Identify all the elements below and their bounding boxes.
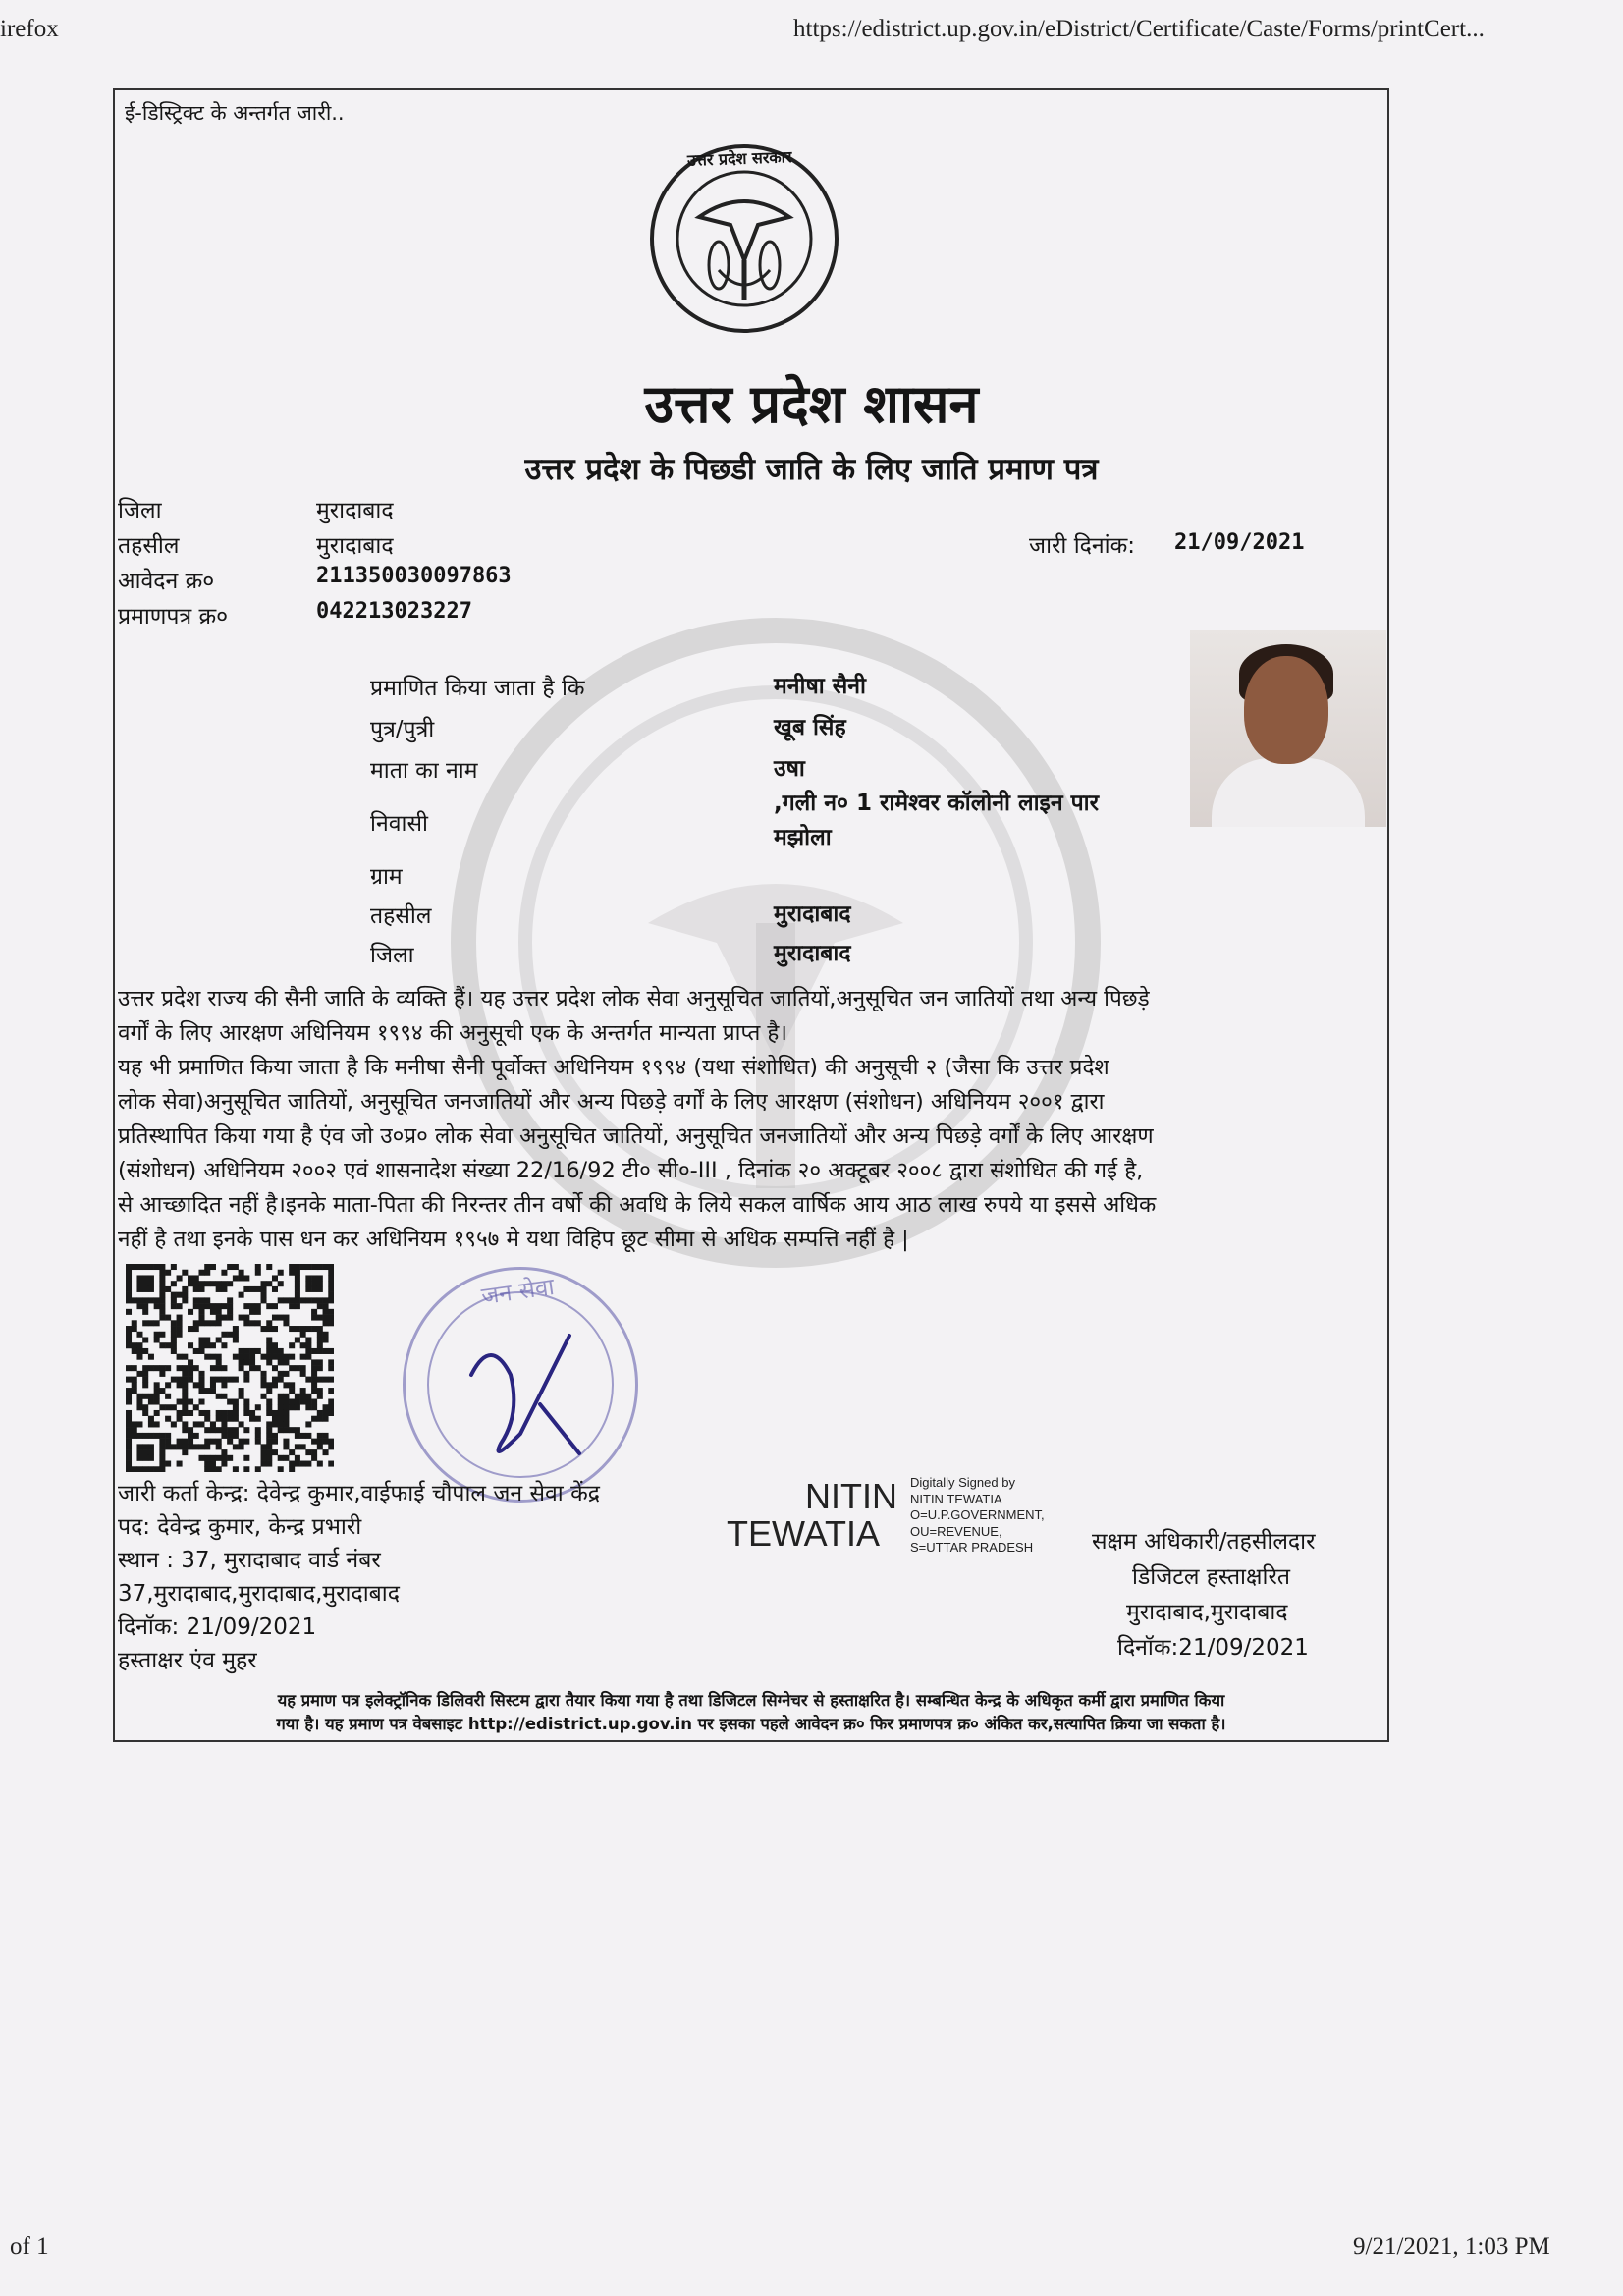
footer-note-line2: गया है। यह प्रमाण पत्र वेबसाइट http://edistrict.up.gov.in पर इसका पहले आवेदन क्र० फिर प्रमाणपत्र क्र० अंकित कर,सत्यापित क्रिया जा सकता है।: [276, 1715, 1226, 1733]
seal-text: जन सेवा: [479, 1272, 557, 1311]
issuer-center: जारी कर्ता केन्द्र: देवेन्द्र कुमार,वाईफाई चौपाल जन सेवा केंद्र: [118, 1481, 600, 1506]
digital-signature-name: [727, 1478, 897, 1553]
certify-paragraph-line5: से आच्छादित नहीं है।इनके माता-पिता की निरन्तर तीन वर्षो की अवधि के लिये सकल वार्षिक आय आठ लाख रुपये या इससे अधिक: [118, 1192, 1157, 1218]
detail-parent-label: पुत्र/पुत्री: [370, 717, 435, 742]
detail-village-label: ग्राम: [370, 864, 403, 890]
father-name: खूब सिंह: [774, 715, 846, 740]
page-url: https://edistrict.up.gov.in/eDistrict/Certificate/Caste/Forms/printCert...: [793, 16, 1485, 42]
meta-certificate-label: प्रमाणपत्र क्र०: [118, 604, 229, 629]
digital-signature-first-name: NITIN: [805, 1476, 897, 1516]
dsig-line: OU=REVENUE,: [910, 1523, 1002, 1539]
digital-signature-details: [910, 1475, 1045, 1557]
detail-district-value: मुरादाबाद: [774, 941, 851, 966]
issuer-place-line1: स्थान : 37, मुरादाबाद वार्ड नंबर: [118, 1548, 381, 1573]
applicant-name: मनीषा सैनी: [774, 674, 867, 699]
detail-mother-label: माता का नाम: [370, 758, 478, 784]
detail-tehsil-label: तहसील: [370, 903, 432, 929]
officer-title: सक्षम अधिकारी/तहसीलदार: [1092, 1529, 1316, 1555]
certify-paragraph-line1: यह भी प्रमाणित किया जाता है कि मनीषा सैनी पूर्वोक्त अधिनियम १९९४ (यथा संशोधित) की अनुसूची २ (जैसा कि उत्तर प्रदेश: [118, 1055, 1109, 1080]
issuer-post: पद: देवेन्द्र कुमार, केन्द्र प्रभारी: [118, 1514, 362, 1540]
application-number: 211350030097863: [316, 564, 512, 588]
dsig-line: Digitally Signed by: [910, 1475, 1015, 1490]
detail-district-label: जिला: [370, 943, 414, 968]
officer-digitally-signed: डिजिटल हस्ताक्षरित: [1132, 1564, 1290, 1590]
meta-application-label: आवेदन क्र०: [118, 569, 215, 594]
applicant-photo: [1190, 630, 1386, 827]
footer-note-line1: यह प्रमाण पत्र इलेक्ट्रॉनिक डिलिवरी सिस्टम द्वारा तैयार किया गया है तथा डिजिटल सिग्नेचर से हस्ताक्षरित है। सम्बन्धित केन्द्र के अधिकृत कर्मी द्वारा प्रमाणित किया: [277, 1691, 1225, 1710]
meta-district-label: जिला: [118, 498, 162, 523]
handwritten-signature-icon: [432, 1316, 628, 1483]
detail-certify-label: प्रमाणित किया जाता है कि: [370, 676, 585, 701]
dsig-line: NITIN TEWATIA: [910, 1491, 1002, 1506]
issuer-date: दिनॉक: 21/09/2021: [118, 1614, 317, 1640]
print-datetime: 9/21/2021, 1:03 PM: [1353, 2233, 1550, 2260]
certify-paragraph-line4: (संशोधन) अधिनियम २००२ एवं शासनादेश संख्या 22/16/92 टी० सी०-III , दिनांक २० अक्टूबर २००८ द्वारा संशोधित की गई है,: [118, 1158, 1144, 1183]
certificate-title: उत्तर प्रदेश के पिछडी जाति के लिए जाति प्रमाण पत्र: [524, 452, 1099, 487]
certify-paragraph-line6: नहीं है तथा इनके पास धन कर अधिनियम १९५७ मे यथा विहिप छूट सीमा से अधिक सम्पत्ति नहीं है |: [118, 1227, 909, 1252]
dsig-line: O=U.P.GOVERNMENT,: [910, 1507, 1045, 1522]
caste-paragraph-line1: उत्तर प्रदेश राज्य की सैनी जाति के व्यक्ति हैं। यह उत्तर प्रदेश लोक सेवा अनुसूचित जातियों,अनुसूचित जन जातियों तथा अन्य पिछड़े: [118, 986, 1150, 1011]
mother-name: उषा: [774, 756, 805, 782]
issued-under-text: ई-डिस्ट्रिक्ट के अन्तर्गत जारी..: [125, 101, 345, 125]
detail-resident-label: निवासी: [370, 811, 428, 837]
detail-tehsil-value: मुरादाबाद: [774, 902, 851, 927]
browser-app-name: irefox: [0, 16, 59, 42]
officer-date: दिनॉक:21/09/2021: [1117, 1635, 1309, 1661]
emblem-text: उत्तर प्रदेश सरकार: [686, 147, 792, 170]
page-count: of 1: [10, 2233, 49, 2260]
digital-signature-last-name: TEWATIA: [727, 1513, 880, 1554]
dsig-line: S=UTTAR PRADESH: [910, 1540, 1034, 1555]
issuer-sign-label: हस्ताक्षर एंव मुहर: [118, 1648, 257, 1673]
issue-date: 21/09/2021: [1174, 530, 1305, 555]
meta-tehsil-value: मुरादाबाद: [316, 533, 394, 559]
issue-date-label: जारी दिनांक:: [1029, 533, 1136, 559]
resident-address-line1: ,गली न० 1 रामेश्वर कॉलोनी लाइन पार: [774, 791, 1100, 816]
certificate-number: 042213023227: [316, 599, 472, 624]
certify-paragraph-line3: प्रतिस्थापित किया गया है एंव जो उ०प्र० लोक सेवा अनुसूचित जातियों, अनुसूचित जनजातियों और अन्य पिछड़े वर्गों के लिए आरक्षण: [118, 1123, 1154, 1149]
resident-address-line2: मझोला: [774, 825, 832, 850]
issuer-place-line2: 37,मुरादाबाद,मुरादाबाद,मुरादाबाद: [118, 1581, 400, 1607]
up-emblem-icon: [648, 142, 840, 335]
officer-place: मुरादाबाद,मुरादाबाद: [1126, 1600, 1288, 1625]
qr-code-icon: [126, 1264, 334, 1472]
meta-district-value: मुरादाबाद: [316, 498, 394, 523]
meta-tehsil-label: तहसील: [118, 533, 180, 559]
caste-paragraph-line2: वर्गों के लिए आरक्षण अधिनियम १९९४ की अनुसूची एक के अन्तर्गत मान्यता प्राप्त है।: [118, 1020, 787, 1046]
certify-paragraph-line2: लोक सेवा)अनुसूचित जातियों, अनुसूचित जनजातियों और अन्य पिछड़े वर्गों के लिए आरक्षण (संशोधन) अधिनियम २००१ द्वारा: [118, 1089, 1105, 1115]
govt-title: उत्तर प्रदेश शासन: [644, 373, 979, 435]
